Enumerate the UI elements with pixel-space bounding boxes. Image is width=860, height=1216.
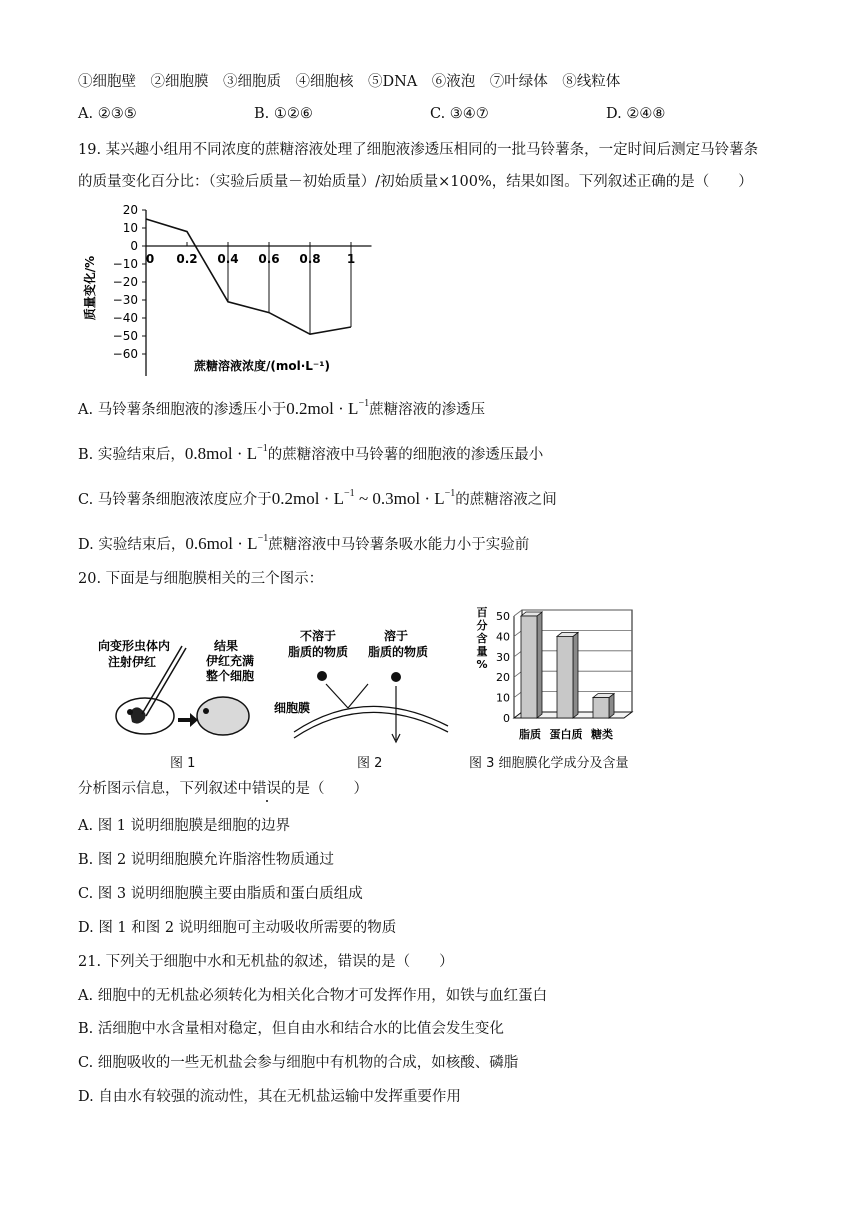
x-tick-label: 0.4 [217,252,239,266]
fig1-caption: 图 1 [170,756,196,771]
fig1-result-line2: 伊红充满 [206,654,255,668]
x-tick-label: 0.2 [176,252,198,266]
fig3-caption: 图 3 细胞膜化学成分及含量 [469,756,629,771]
fig2-insoluble-particle [317,671,327,681]
q19-option-a: A. 马铃薯条细胞液的渗透压小于$0.2mol \cdot L^{-1}$蔗糖溶液的渗透压 [78,398,486,418]
y-axis-label: 百分含量% [476,606,488,671]
q19-option-d: D. 实验结束后，$0.6mol \cdot L^{-1}$蔗糖溶液中马铃薯条吸水能力小于实验前 [78,533,530,553]
fig2-right-line2: 脂质的物质 [368,645,429,659]
q20-stem: 20. 下面是与细胞膜相关的三个图示： [78,571,324,587]
q19-option-b-math: $0.8mol \cdot L^{-1}$ [184,443,268,463]
q20-emphasis-word: 错误 [252,781,281,797]
q20-option-d: D. 图 1 和图 2 说明细胞可主动吸收所需要的物质 [78,920,397,936]
q19-stem-line1: 19. 某兴趣小组用不同浓度的蔗糖溶液处理了细胞液渗透压相同的一批马铃薯条，一定时间后测定马铃薯条 [78,142,759,158]
data-line [146,219,351,334]
fig2-soluble-particle [391,672,401,682]
q19-option-c: C. 马铃薯条细胞液浓度应介于$0.2mol \cdot L^{-1}$ ~ $0.3mol \cdot L^{-1}$的蔗糖溶液之间 [78,488,557,508]
q21-option-a: A. 细胞中的无机盐必须转化为相关化合物才可发挥作用，如铁与血红蛋白 [78,988,548,1004]
y-tick-label: 0 [130,239,138,253]
y-tick-label: −30 [112,293,138,307]
y-tick-label: 50 [496,610,510,623]
y-tick-label: 10 [122,221,138,235]
x-tick-label: 0 [145,252,155,266]
fig2-right-line1: 溶于 [384,629,409,643]
category-label: 蛋白质 [549,728,583,741]
y-tick-label: −20 [112,275,138,289]
q20-figure-2 [270,628,460,746]
x-tick-label: 0.6 [258,252,280,266]
category-label: 糖类 [591,728,613,741]
q21-option-c: C. 细胞吸收的一些无机盐会参与细胞中有机物的合成，如核酸、磷脂 [78,1055,519,1071]
fig1-amoeba-after [197,697,249,735]
fig1-label-line1: 向变形虫体内 [98,639,171,653]
q18-options [78,106,778,126]
q20-option-a: A. 图 1 说明细胞膜是细胞的边界 [78,818,291,834]
fig2-membrane-label: 细胞膜 [274,701,311,715]
bar-side [537,612,542,718]
y-tick-label: 30 [496,650,510,664]
q21-stem: 21. 下列关于细胞中水和无机盐的叙述，错误的是（ ） [78,954,454,970]
q18-option-d: D. ②④⑧ [606,106,666,122]
bar [593,698,609,718]
fig1-result-line3: 整个细胞 [206,669,255,683]
q20-option-b: B. 图 2 说明细胞膜允许脂溶性物质通过 [78,852,334,868]
y-tick-label: −40 [112,311,138,325]
fig1-arrow [178,713,198,727]
fig2-left-line1: 不溶于 [300,629,337,643]
fig1-label-line2: 注射伊红 [108,655,157,669]
category-label: 脂质 [519,728,541,741]
q20-figure-1 [96,638,256,738]
y-tick-label: 40 [496,630,510,644]
y-tick-label: 20 [122,203,138,217]
x-tick-label: 0.8 [299,252,321,266]
q19-option-b: B. 实验结束后，$0.8mol \cdot L^{-1}$的蔗糖溶液中马铃薯的细胞液的渗透压最小 [78,443,544,463]
q18-items: ①细胞壁 ②细胞膜 ③细胞质 ④细胞核 ⑤DNA ⑥液泡 ⑦叶绿体 ⑧线粒体 [78,74,621,90]
q19-stem-line2: 的质量变化百分比：（实验后质量－初始质量）/初始质量×100%，结果如图。下列叙述正确的是（ ） [78,174,753,190]
q18-option-a: A. ②③⑤ [78,106,137,122]
fig2-caption: 图 2 [357,756,383,771]
y-tick-label: 0 [503,712,510,725]
q21-option-d: D. 自由水有较强的流动性，其在无机盐运输中发挥重要作用 [78,1089,461,1105]
q19-option-d-math: $0.6mol \cdot L^{-1}$ [185,533,269,553]
y-tick-label: 20 [496,671,510,685]
q20-bar-chart [470,600,640,746]
q21-option-b: B. 活细胞中水含量相对稳定，但自由水和结合水的比值会发生变化 [78,1021,504,1037]
y-tick-label: −50 [112,329,138,343]
fig2-left-line2: 脂质的物质 [288,645,349,659]
x-axis-label: 蔗糖溶液浓度/(mol·L⁻¹) [193,359,331,373]
fig2-membrane-outer [294,706,448,732]
q19-option-c-math: $0.2mol \cdot L^{-1}$ ~ $0.3mol \cdot L^{-1}$ [271,488,456,508]
q18-option-c: C. ③④⑦ [430,106,489,122]
q20-option-c: C. 图 3 说明细胞膜主要由脂质和蛋白质组成 [78,886,363,902]
x-tick-label: 1 [346,252,356,266]
q19-line-chart [80,196,380,382]
bar [557,636,573,718]
q18-option-b: B. ①②⑥ [254,106,313,122]
y-axis-label: 质量变化/% [83,255,97,321]
fig2-pointer-right [348,684,368,708]
bar-side [573,632,578,718]
y-tick-label: 10 [496,691,510,705]
bar [521,616,537,718]
y-tick-label: −60 [112,347,138,361]
q19-option-a-math: $0.2mol \cdot L^{-1}$ [286,398,370,418]
q20-analysis: 分析图示信息，下列叙述中错误的是（ ） [78,781,368,797]
fig1-result-line1: 结果 [214,639,239,653]
fig2-pointer-left [326,684,348,708]
y-tick-label: −10 [112,257,138,271]
